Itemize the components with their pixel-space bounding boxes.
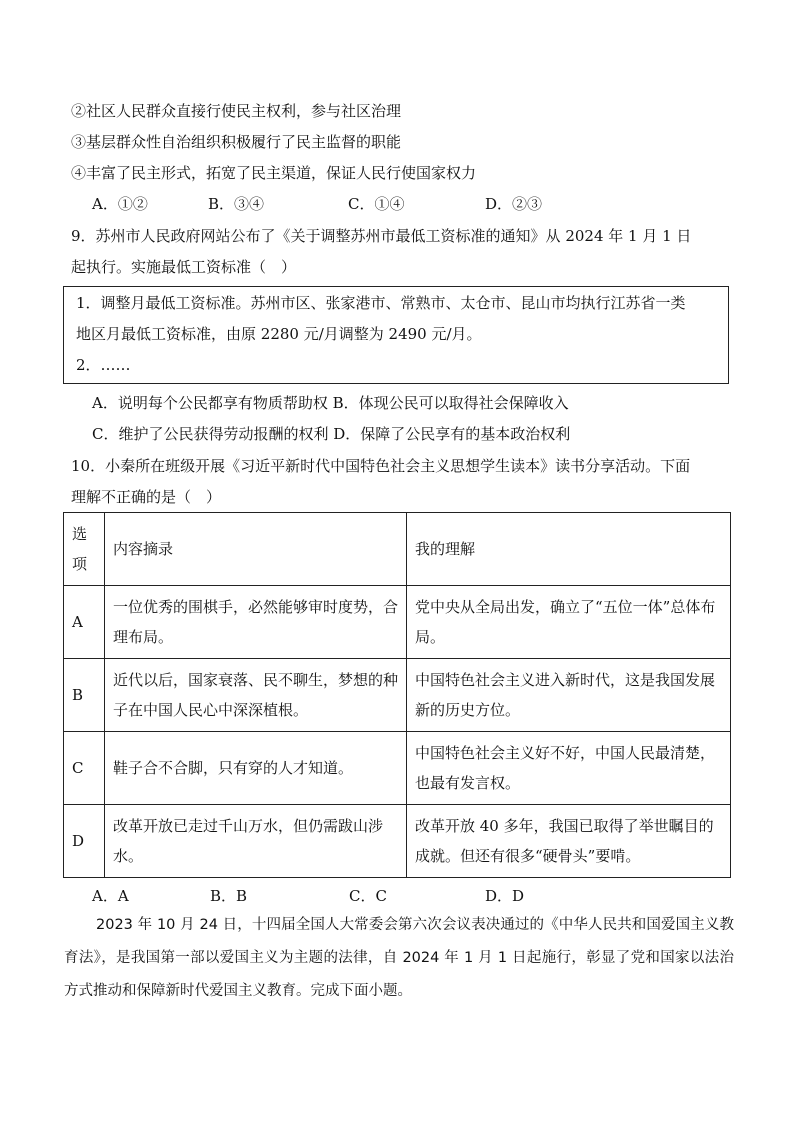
table-header-excerpt: 内容摘录 [105, 513, 407, 586]
q8-item-2: ②社区人民群众直接行使民主权利，参与社区治理 [71, 102, 402, 120]
table-row [64, 805, 731, 878]
table-cell-excerpt: 一位优秀的围棋手，必然能够审时度势，合理布局。 [105, 586, 407, 659]
q9-stem-line-1: 9．苏州市人民政府网站公布了《关于调整苏州市最低工资标准的通知》从 2024 年 1 月 1 日 [71, 227, 692, 245]
q10-table [63, 512, 731, 878]
table-cell-option: B [64, 659, 105, 732]
table-header-option [64, 513, 105, 586]
table-cell-understanding: 改革开放 40 多年，我国已取得了举世瞩目的成就。但还有很多“硬骨头”要啃。 [407, 805, 731, 878]
q8-item-4: ④丰富了民主形式，拓宽了民主渠道，保证人民行使国家权力 [71, 164, 477, 182]
q8-option-d[interactable]: D．②③ [485, 195, 543, 213]
q9-box-line-2: 地区月最低工资标准，由原 2280 元/月调整为 2490 元/月。 [76, 325, 482, 343]
table-row [64, 659, 731, 732]
q10-options [0, 886, 794, 906]
q10-stem-line-2: 理解不正确的是（ ） [71, 488, 222, 506]
q9-options-row-2[interactable]: C．维护了公民获得劳动报酬的权利 D．保障了公民享有的基本政治权利 [92, 425, 571, 443]
table-row [64, 732, 731, 805]
table-cell-understanding: 中国特色社会主义进入新时代，这是我国发展新的历史方位。 [407, 659, 731, 732]
q10-option-c[interactable]: C．C [349, 887, 387, 905]
table-cell-understanding: 党中央从全局出发，确立了“五位一体”总体布局。 [407, 586, 731, 659]
q9-box-line-1: 1．调整月最低工资标准。苏州市区、张家港市、常熟市、太仓市、昆山市均执行江苏省一类 [76, 294, 686, 312]
q8-option-a[interactable]: A．①② [92, 195, 148, 213]
q8-option-c[interactable]: C．①④ [348, 195, 405, 213]
table-cell-understanding: 中国特色社会主义好不好，中国人民最清楚，也最有发言权。 [407, 732, 731, 805]
q9-options-row-1[interactable]: A．说明每个公民都享有物质帮助权 B．体现公民可以取得社会保障收入 [92, 394, 569, 412]
q9-stem-line-2: 起执行。实施最低工资标准（ ） [71, 258, 297, 276]
q10-option-d[interactable]: D．D [485, 887, 525, 905]
table-cell-excerpt: 鞋子合不合脚，只有穿的人才知道。 [105, 732, 407, 805]
q8-item-3: ③基层群众性自治组织积极履行了民主监督的职能 [71, 133, 402, 151]
table-header-row [64, 513, 731, 586]
q10-option-b[interactable]: B．B [210, 887, 248, 905]
table-cell-excerpt: 改革开放已走过千山万水，但仍需跋山涉水。 [105, 805, 407, 878]
table-cell-option: D [64, 805, 105, 878]
q9-material-box [63, 286, 729, 384]
q10-stem-line-1: 10．小秦所在班级开展《习近平新时代中国特色社会主义思想学生读本》读书分享活动。下面 [71, 457, 691, 475]
table-cell-option: A [64, 586, 105, 659]
header-text-option: 选项 [72, 525, 88, 573]
q10-option-a[interactable]: A．A [92, 887, 129, 905]
q8-option-b[interactable]: B．③④ [208, 195, 265, 213]
table-cell-option: C [64, 732, 105, 805]
q9-box-line-3: 2．…… [76, 356, 131, 374]
passage-text: 2023 年 10 月 24 日，十四届全国人大常委会第六次会议表决通过的《中华人民共和国爱国主义教育法》，是我国第一部以爱国主义为主题的法律，自 2024 年 1 月 1 日起施行，彰显了党和国家以法治方式推动和保障新时代爱国主义教育。完成下面小题。 [64, 917, 734, 999]
table-row [64, 586, 731, 659]
q8-options [0, 194, 794, 214]
table-header-understanding: 我的理解 [407, 513, 731, 586]
table-cell-excerpt: 近代以后，国家衰落、民不聊生，梦想的种子在中国人民心中深深植根。 [105, 659, 407, 732]
